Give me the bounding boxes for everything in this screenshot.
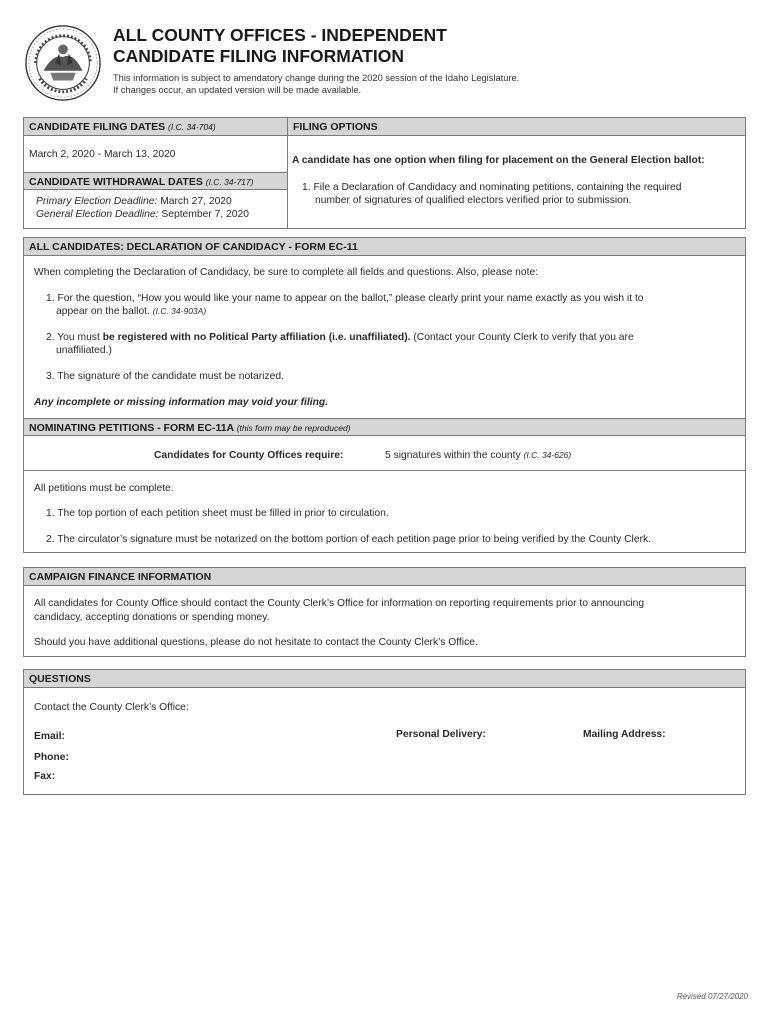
filing-options-label: FILING OPTIONS bbox=[293, 121, 378, 133]
withdrawal-header bbox=[24, 172, 287, 190]
questions-contact: Contact the County Clerk’s Office: bbox=[34, 702, 189, 713]
finance-line-1: All candidates for County Office should contact the County Clerk’s Office for information on reporting requirements prior to announcing bbox=[34, 598, 645, 609]
filing-options-intro: A candidate has one option when filing for placement on the General Election ballot: bbox=[292, 155, 705, 166]
petitions-label: NOMINATING PETITIONS - FORM EC-11A bbox=[29, 422, 234, 434]
declaration-section bbox=[23, 237, 746, 553]
general-deadline-label: General Election Deadline: bbox=[36, 209, 159, 220]
petitions-require-value bbox=[385, 449, 571, 462]
petitions-complete: All petitions must be complete. bbox=[34, 483, 174, 494]
petitions-header bbox=[24, 418, 745, 436]
page-title bbox=[113, 25, 447, 67]
petitions-note: (this form may be reproduced) bbox=[236, 423, 351, 433]
finance-line-3: Should you have additional questions, please do not hesitate to contact the County Clerk’s Office. bbox=[34, 637, 478, 648]
general-deadline-value: September 7, 2020 bbox=[161, 209, 249, 220]
questions-header bbox=[24, 670, 745, 688]
declaration-item-1-cite: (I.C. 34-903A) bbox=[152, 306, 207, 316]
withdrawal-cite: (I.C. 34-717) bbox=[205, 177, 254, 187]
declaration-intro: When completing the Declaration of Candidacy, be sure to complete all fields and questions. Also, please note: bbox=[34, 267, 539, 278]
primary-deadline-label: Primary Election Deadline: bbox=[36, 196, 158, 207]
declaration-item-2-line-2: unaffiliated.) bbox=[56, 345, 112, 356]
subtitle-line-2: If changes occur, an updated version will be made available. bbox=[113, 85, 362, 95]
revised-date: Revised 07/27/2020 bbox=[676, 992, 748, 1001]
filing-options-header bbox=[288, 118, 745, 136]
petitions-item-2: 2. The circulator’s signature must be notarized on the bottom portion of each petition page prior to being verified by the County Clerk. bbox=[46, 534, 652, 545]
declaration-item-2-pre: 2. You must bbox=[46, 332, 103, 343]
filing-dates-label: CANDIDATE FILING DATES bbox=[29, 121, 166, 133]
declaration-label: ALL CANDIDATES: DECLARATION OF CANDIDACY - FORM EC-11 bbox=[29, 241, 358, 253]
subtitle-line-1: This information is subject to amendatory change during the 2020 session of the Idaho Legislature. bbox=[113, 73, 520, 83]
petitions-require-label: Candidates for County Offices require: bbox=[154, 450, 344, 461]
declaration-warning: Any incomplete or missing information may void your filing. bbox=[34, 397, 329, 408]
declaration-item-1-line-1: 1. For the question, “How you would like your name to appear on the ballot,” please clearly print your name exactly as you wish it to bbox=[46, 293, 644, 304]
questions-label: QUESTIONS bbox=[29, 673, 91, 685]
declaration-item-1-text: appear on the ballot. bbox=[56, 306, 150, 317]
phone-label: Phone: bbox=[34, 752, 69, 763]
filing-option-1-line-1: 1. File a Declaration of Candidacy and nominating petitions, containing the required bbox=[302, 182, 682, 193]
divider bbox=[24, 470, 745, 471]
filing-dates-cite: (I.C. 34-704) bbox=[168, 122, 216, 132]
petitions-item-1: 1. The top portion of each petition sheet must be filled in prior to circulation. bbox=[46, 508, 389, 519]
page-subtitle bbox=[113, 72, 519, 96]
mailing-address-label: Mailing Address: bbox=[583, 729, 666, 740]
finance-line-2: candidacy, accepting donations or spending money. bbox=[34, 612, 270, 623]
state-seal-logo bbox=[24, 24, 102, 102]
fax-label: Fax: bbox=[34, 771, 56, 782]
campaign-finance-section bbox=[23, 567, 746, 657]
general-deadline bbox=[36, 208, 249, 221]
declaration-item-1-line-2 bbox=[56, 305, 206, 318]
primary-deadline bbox=[36, 195, 232, 208]
declaration-header bbox=[24, 238, 745, 256]
declaration-item-2-post: (Contact your County Clerk to verify that you are bbox=[410, 332, 634, 343]
primary-deadline-value: March 27, 2020 bbox=[160, 196, 232, 207]
finance-header bbox=[24, 568, 745, 586]
declaration-item-3: 3. The signature of the candidate must be notarized. bbox=[46, 371, 284, 382]
filing-dates-value: March 2, 2020 - March 13, 2020 bbox=[29, 149, 176, 160]
withdrawal-label: CANDIDATE WITHDRAWAL DATES bbox=[29, 176, 203, 188]
email-label: Email: bbox=[34, 731, 65, 742]
questions-section bbox=[23, 669, 746, 795]
petitions-require-text: 5 signatures within the county bbox=[385, 450, 521, 461]
filing-option-1-line-2: number of signatures of qualified electors verified prior to submission. bbox=[315, 195, 632, 206]
petitions-require-cite: (I.C. 34-626) bbox=[523, 450, 572, 460]
declaration-item-2-bold: be registered with no Political Party affiliation (i.e. unaffiliated). bbox=[102, 332, 411, 343]
personal-delivery-label: Personal Delivery: bbox=[396, 729, 486, 740]
filing-dates-header bbox=[24, 118, 287, 136]
declaration-item-2-line-1 bbox=[46, 331, 634, 344]
finance-label: CAMPAIGN FINANCE INFORMATION bbox=[29, 571, 212, 583]
filing-dates-section bbox=[23, 117, 746, 229]
title-line-2: CANDIDATE FILING INFORMATION bbox=[113, 46, 404, 66]
title-line-1: ALL COUNTY OFFICES - INDEPENDENT bbox=[113, 25, 447, 45]
